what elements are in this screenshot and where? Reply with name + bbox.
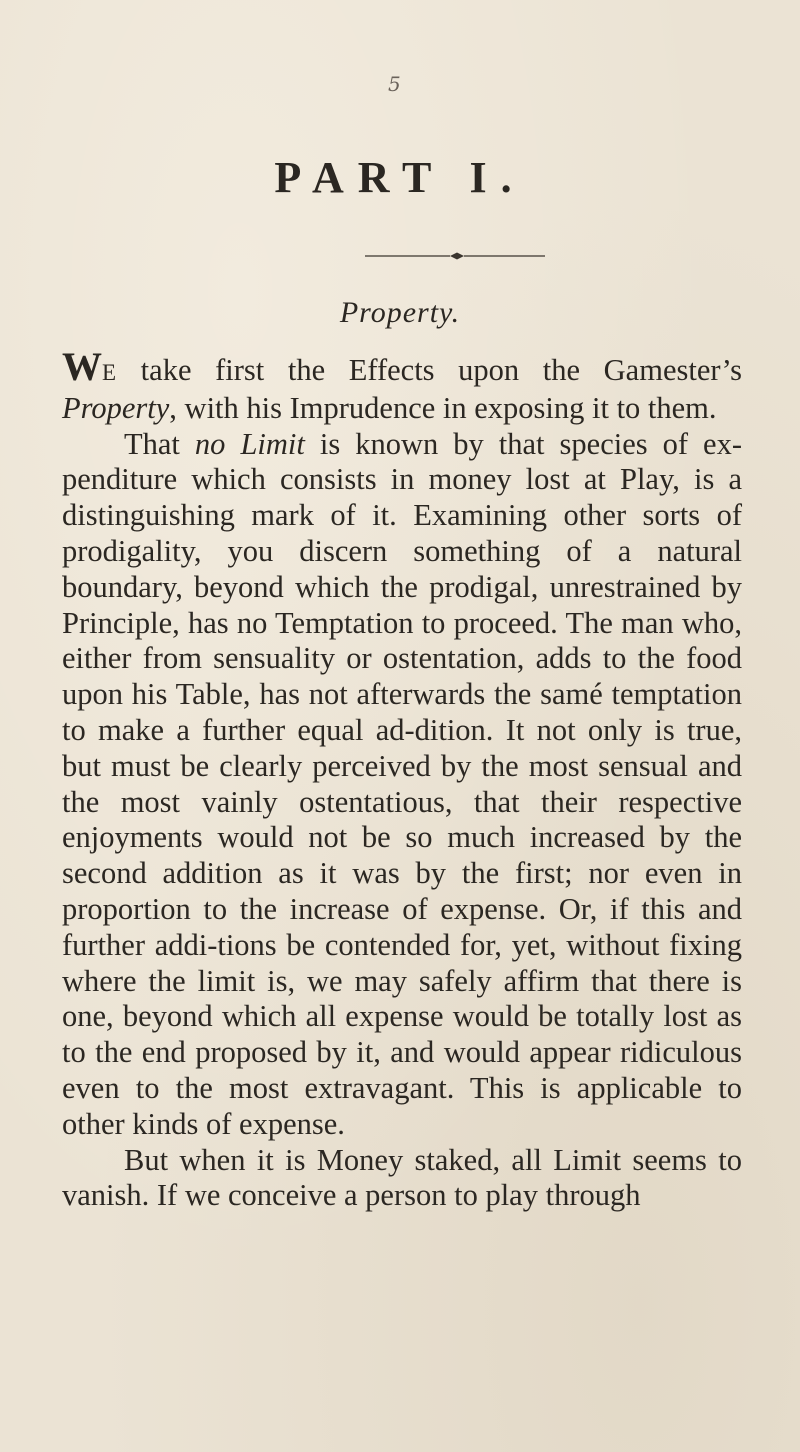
paragraph-3-text: But when it is Money staked, all Limit seems to vanish. If we conceive a person to play through xyxy=(62,1142,742,1213)
paragraph-2-italic-no-limit: no Limit xyxy=(194,426,305,461)
paragraph-2-text-start: That xyxy=(124,426,195,461)
section-title: Property. xyxy=(339,296,461,329)
drop-letter: W xyxy=(62,344,102,389)
page-number: 5 xyxy=(388,72,401,96)
paragraph-1-text: take first the Effects upon the Gamester’s xyxy=(117,353,742,387)
body-text xyxy=(62,344,742,1214)
divider-ornament-icon xyxy=(365,251,545,261)
paragraph-1-italic-property: Property xyxy=(62,390,170,425)
part-heading: PART I. xyxy=(274,153,526,202)
paragraph-3 xyxy=(62,1143,742,1215)
paragraph-2-text: is known by that species of ex-penditure which consists in money lost at Play, is a distinguishing mark of it. Examining other sorts of prodigality, you discern something of a natural boundary, beyond which the prodigal, unrestrained by Principle, has no Temptation to proceed. The man who, either from sensuality or ostentation, adds to the food upon his Table, has not afterwards the samé temptation to make a further equal ad-dition. It not only is true, but must be clearly perceived by the most sensual and the most vainly ostentatious, that their respective enjoyments would not be so much increased by the second addition as it was by the first; nor even in proportion to the increase of expense. Or, if this and further addi-tions be contended for, yet, without fixing where the limit is, we may safely affirm that there is one, beyond which all expense would be totally lost as to the end proposed by it, and would appear ridiculous even to the most extravagant. This is applicable to other kinds of expense. xyxy=(62,426,742,1141)
paragraph-1-text-end: , with his Imprudence in exposing it to them. xyxy=(169,390,717,425)
drop-letter-rest: E xyxy=(102,360,118,385)
paragraph-2 xyxy=(62,427,742,1143)
paragraph-1 xyxy=(62,344,742,427)
